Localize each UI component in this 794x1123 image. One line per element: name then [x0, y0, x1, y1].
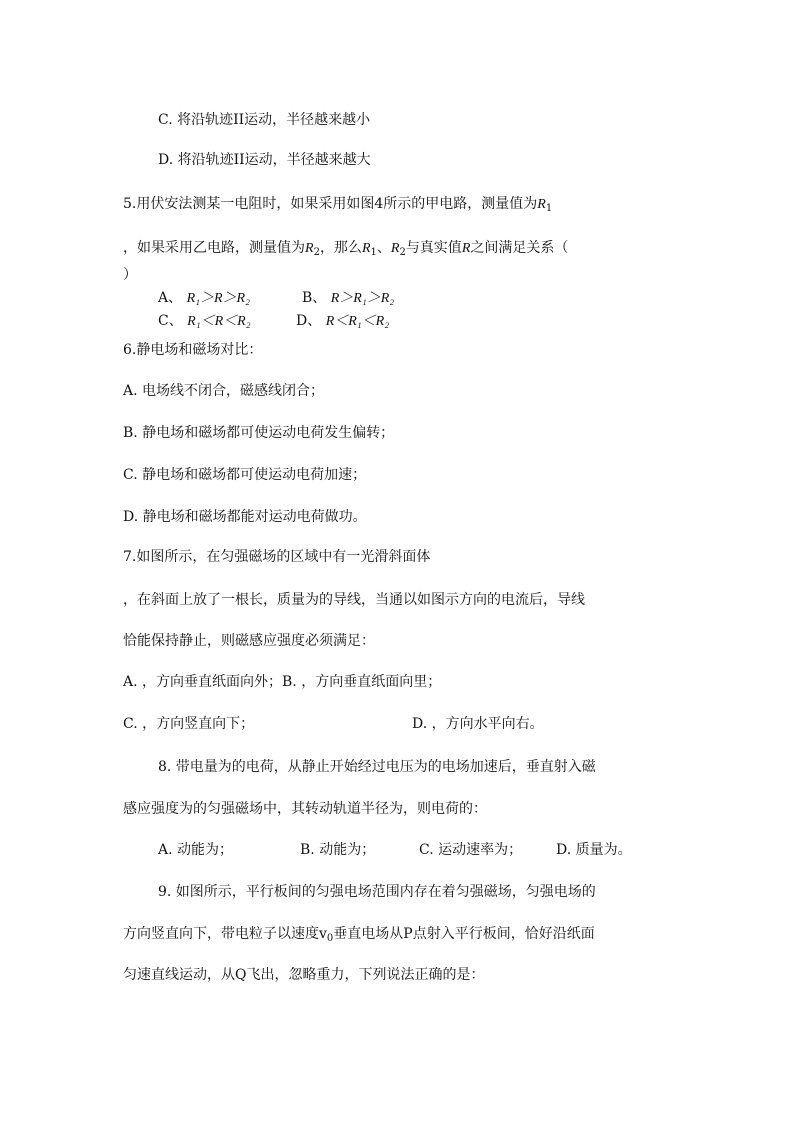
q5-r-symbol: R: [461, 241, 471, 256]
q8-option-d: D. 质量为。: [556, 842, 632, 858]
q7-stem-line1: 7.如图所示，在匀强磁场的区域中有一光滑斜面体: [123, 549, 431, 565]
q6-stem: 6.静电场和磁场对比：: [123, 342, 263, 358]
q5-stem-part-c: 、: [376, 240, 391, 256]
q5-r1-subscript-2: 1: [370, 247, 377, 258]
q5-stem-part-d: 与真实值: [405, 240, 462, 256]
q5-r2-symbol-2: R: [390, 241, 400, 256]
q5-r1-symbol-2: R: [361, 241, 371, 256]
q8-stem-line1: 8. 带电量为的电荷，从静止开始经过电压为的电场加速后，垂直射入磁: [158, 759, 596, 775]
q5-option-c: [158, 311, 251, 332]
q6-option-d: D. 静电场和磁场都能对运动电荷做功。: [123, 509, 367, 525]
q6-option-a: A. 电场线不闭合，磁感线闭合；: [123, 383, 325, 399]
q9-v0-subscript: 0: [326, 933, 334, 944]
q5-option-a: [158, 288, 250, 309]
q5-r2-subscript: 2: [313, 247, 320, 258]
q5-option-a-label: A、: [158, 290, 183, 306]
q5-stem-line3: ）: [123, 267, 137, 283]
q9-stem-line3: 匀速直线运动，从Q飞出，忽略重力，下列说法正确的是：: [123, 967, 485, 983]
q8-stem-line2: 感应强度为的匀强磁场中，其转动轨道半径为，则电荷的：: [123, 801, 487, 817]
q5-stem-part-e: 之间满足关系（: [470, 240, 569, 256]
q5-option-b: [302, 288, 394, 309]
q5-option-c-label: C、: [158, 313, 183, 329]
q7-stem-line3: 恰能保持静止，则磁感应强度必须满足：: [123, 633, 375, 649]
q5-option-b-expr: R＞R₁＞R₂: [330, 291, 395, 306]
q7-option-d: D. ，方向水平向右。: [412, 716, 544, 732]
q5-option-b-label: B、: [302, 290, 327, 306]
q7-option-c: C. ，方向竖直向下；: [123, 716, 255, 732]
q8-option-b: B. 动能为；: [300, 842, 376, 858]
q9-stem-line2: [123, 924, 595, 944]
q9-stem-part-b: 垂直电场从P点射入平行板间，恰好沿纸面: [333, 926, 595, 942]
q5-option-d: [296, 311, 389, 332]
q5-option-d-expr: R＜R₁＜R₂: [325, 314, 390, 329]
q5-stem-part-b: ，那么: [319, 240, 362, 256]
q8-option-c: C. 运动速率为；: [419, 842, 523, 858]
q5-r2-subscript-2: 2: [399, 247, 406, 258]
q6-option-c: C. 静电场和磁场都可使运动电荷加速；: [123, 467, 367, 483]
q4-option-d: D. 将沿轨迹II运动，半径越来越大: [158, 152, 371, 168]
q7-stem-line2: ，在斜面上放了一根长，质量为的导线，当通以如图示方向的电流后，导线: [123, 592, 585, 608]
q5-stem-text: 5.用伏安法测某一电阻时，如果采用如图4所示的甲电路，测量值为: [123, 196, 538, 212]
q9-stem-part-a: 方向竖直向下，带电粒子以速度v: [123, 926, 327, 942]
q5-stem-line2: [123, 238, 568, 259]
q5-r2-symbol: R: [305, 241, 314, 256]
q8-option-a: A. 动能为；: [158, 842, 234, 858]
q5-r1-symbol: R: [537, 197, 546, 212]
q5-r1-subscript: 1: [545, 203, 553, 214]
q7-option-ab: A. ，方向垂直纸面向外；B. ，方向垂直纸面向里；: [123, 674, 442, 690]
q5-option-c-expr: R₁＜R＜R₂: [187, 314, 251, 329]
q4-option-c: C. 将沿轨迹II运动，半径越来越小: [158, 112, 371, 128]
q5-stem-line1: [123, 194, 552, 215]
q5-stem-part-a: ，如果采用乙电路，测量值为: [123, 240, 305, 256]
q5-option-a-expr: R₁＞R＞R₂: [186, 291, 250, 306]
q9-stem-line1: 9. 如图所示，平行板间的匀强电场范围内存在着匀强磁场，匀强电场的: [158, 884, 596, 900]
q6-option-b: B. 静电场和磁场都可使运动电荷发生偏转；: [123, 425, 395, 441]
q5-option-d-label: D、: [296, 313, 322, 329]
